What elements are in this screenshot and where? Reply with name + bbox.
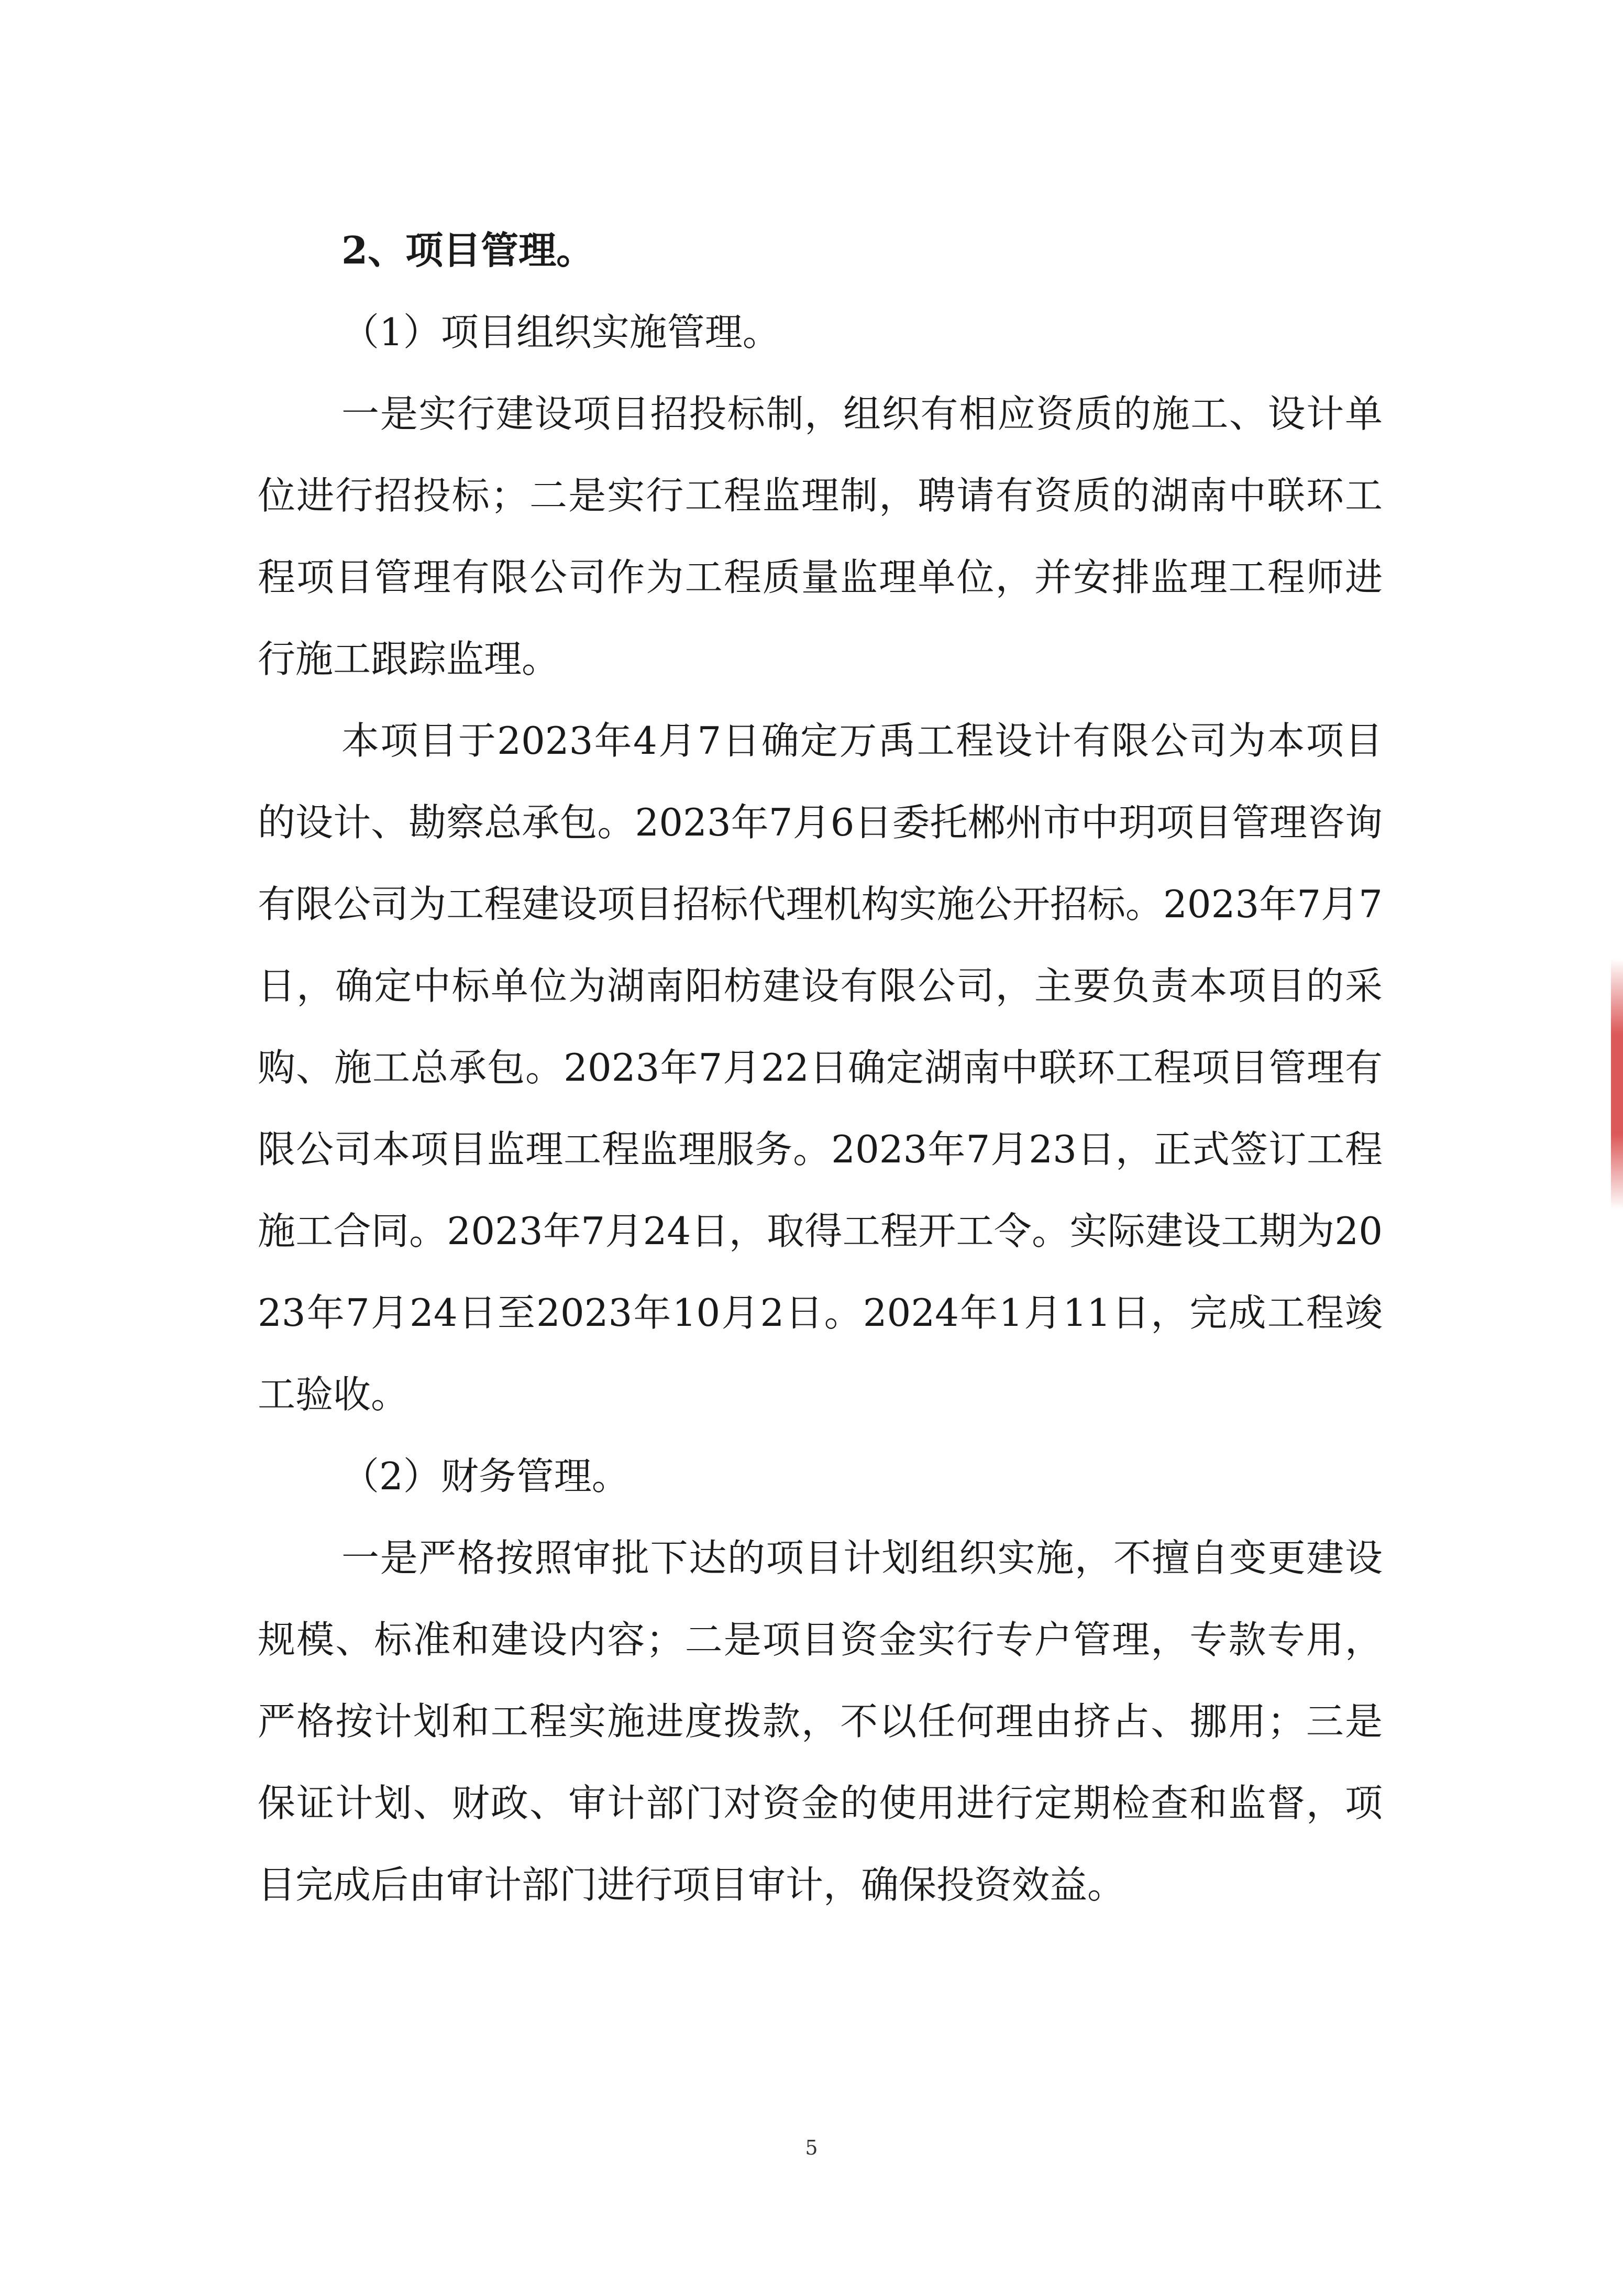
- paragraph-financial-management: 一是严格按照审批下达的项目计划组织实施，不擅自变更建设规模、标准和建设内容；二是项目资金实行专户管理，专款专用，严格按计划和工程实施进度拨款，不以任何理由挤占、挪用；三是保证计划、财政、审计部门对资金的使用进行定期检查和监督，项目完成后由审计部门进行项目审计，确保投资效益。: [258, 1536, 1383, 1907]
- subsection-heading-organization: （1）项目组织实施管理。: [341, 310, 780, 354]
- paragraph-bidding-supervision: 一是实行建设项目招投标制，组织有相应资质的施工、设计单位进行招投标；二是实行工程监理制，聘请有资质的湖南中联环工程项目管理有限公司作为工程质量监理单位，并安排监理工程师进行施工跟踪监理。: [258, 392, 1383, 681]
- seal-edge-mark: [1611, 959, 1623, 1210]
- subsection-heading-finance: （2）财务管理。: [341, 1454, 630, 1498]
- paragraph-project-timeline: 本项目于2023年4月7日确定万禹工程设计有限公司为本项目的设计、勘察总承包。2023年7月6日委托郴州市中玥项目管理咨询有限公司为工程建设项目招标代理机构实施公开招标。2023年7月7日，确定中标单位为湖南阳枋建设有限公司，主要负责本项目的采购、施工总承包。2023年7月22日确定湖南中联环工程项目管理有限公司本项目监理工程监理服务。2023年7月23日，正式签订工程施工合同。2023年7月24日，取得工程开工令。实际建设工期为2023年7月24日至2023年10月2日。2024年1月11日，完成工程竣工验收。: [258, 719, 1383, 1416]
- document-body: [258, 210, 1383, 1926]
- page-number: 5: [805, 2136, 818, 2159]
- section-heading: 2、项目管理。: [341, 228, 594, 272]
